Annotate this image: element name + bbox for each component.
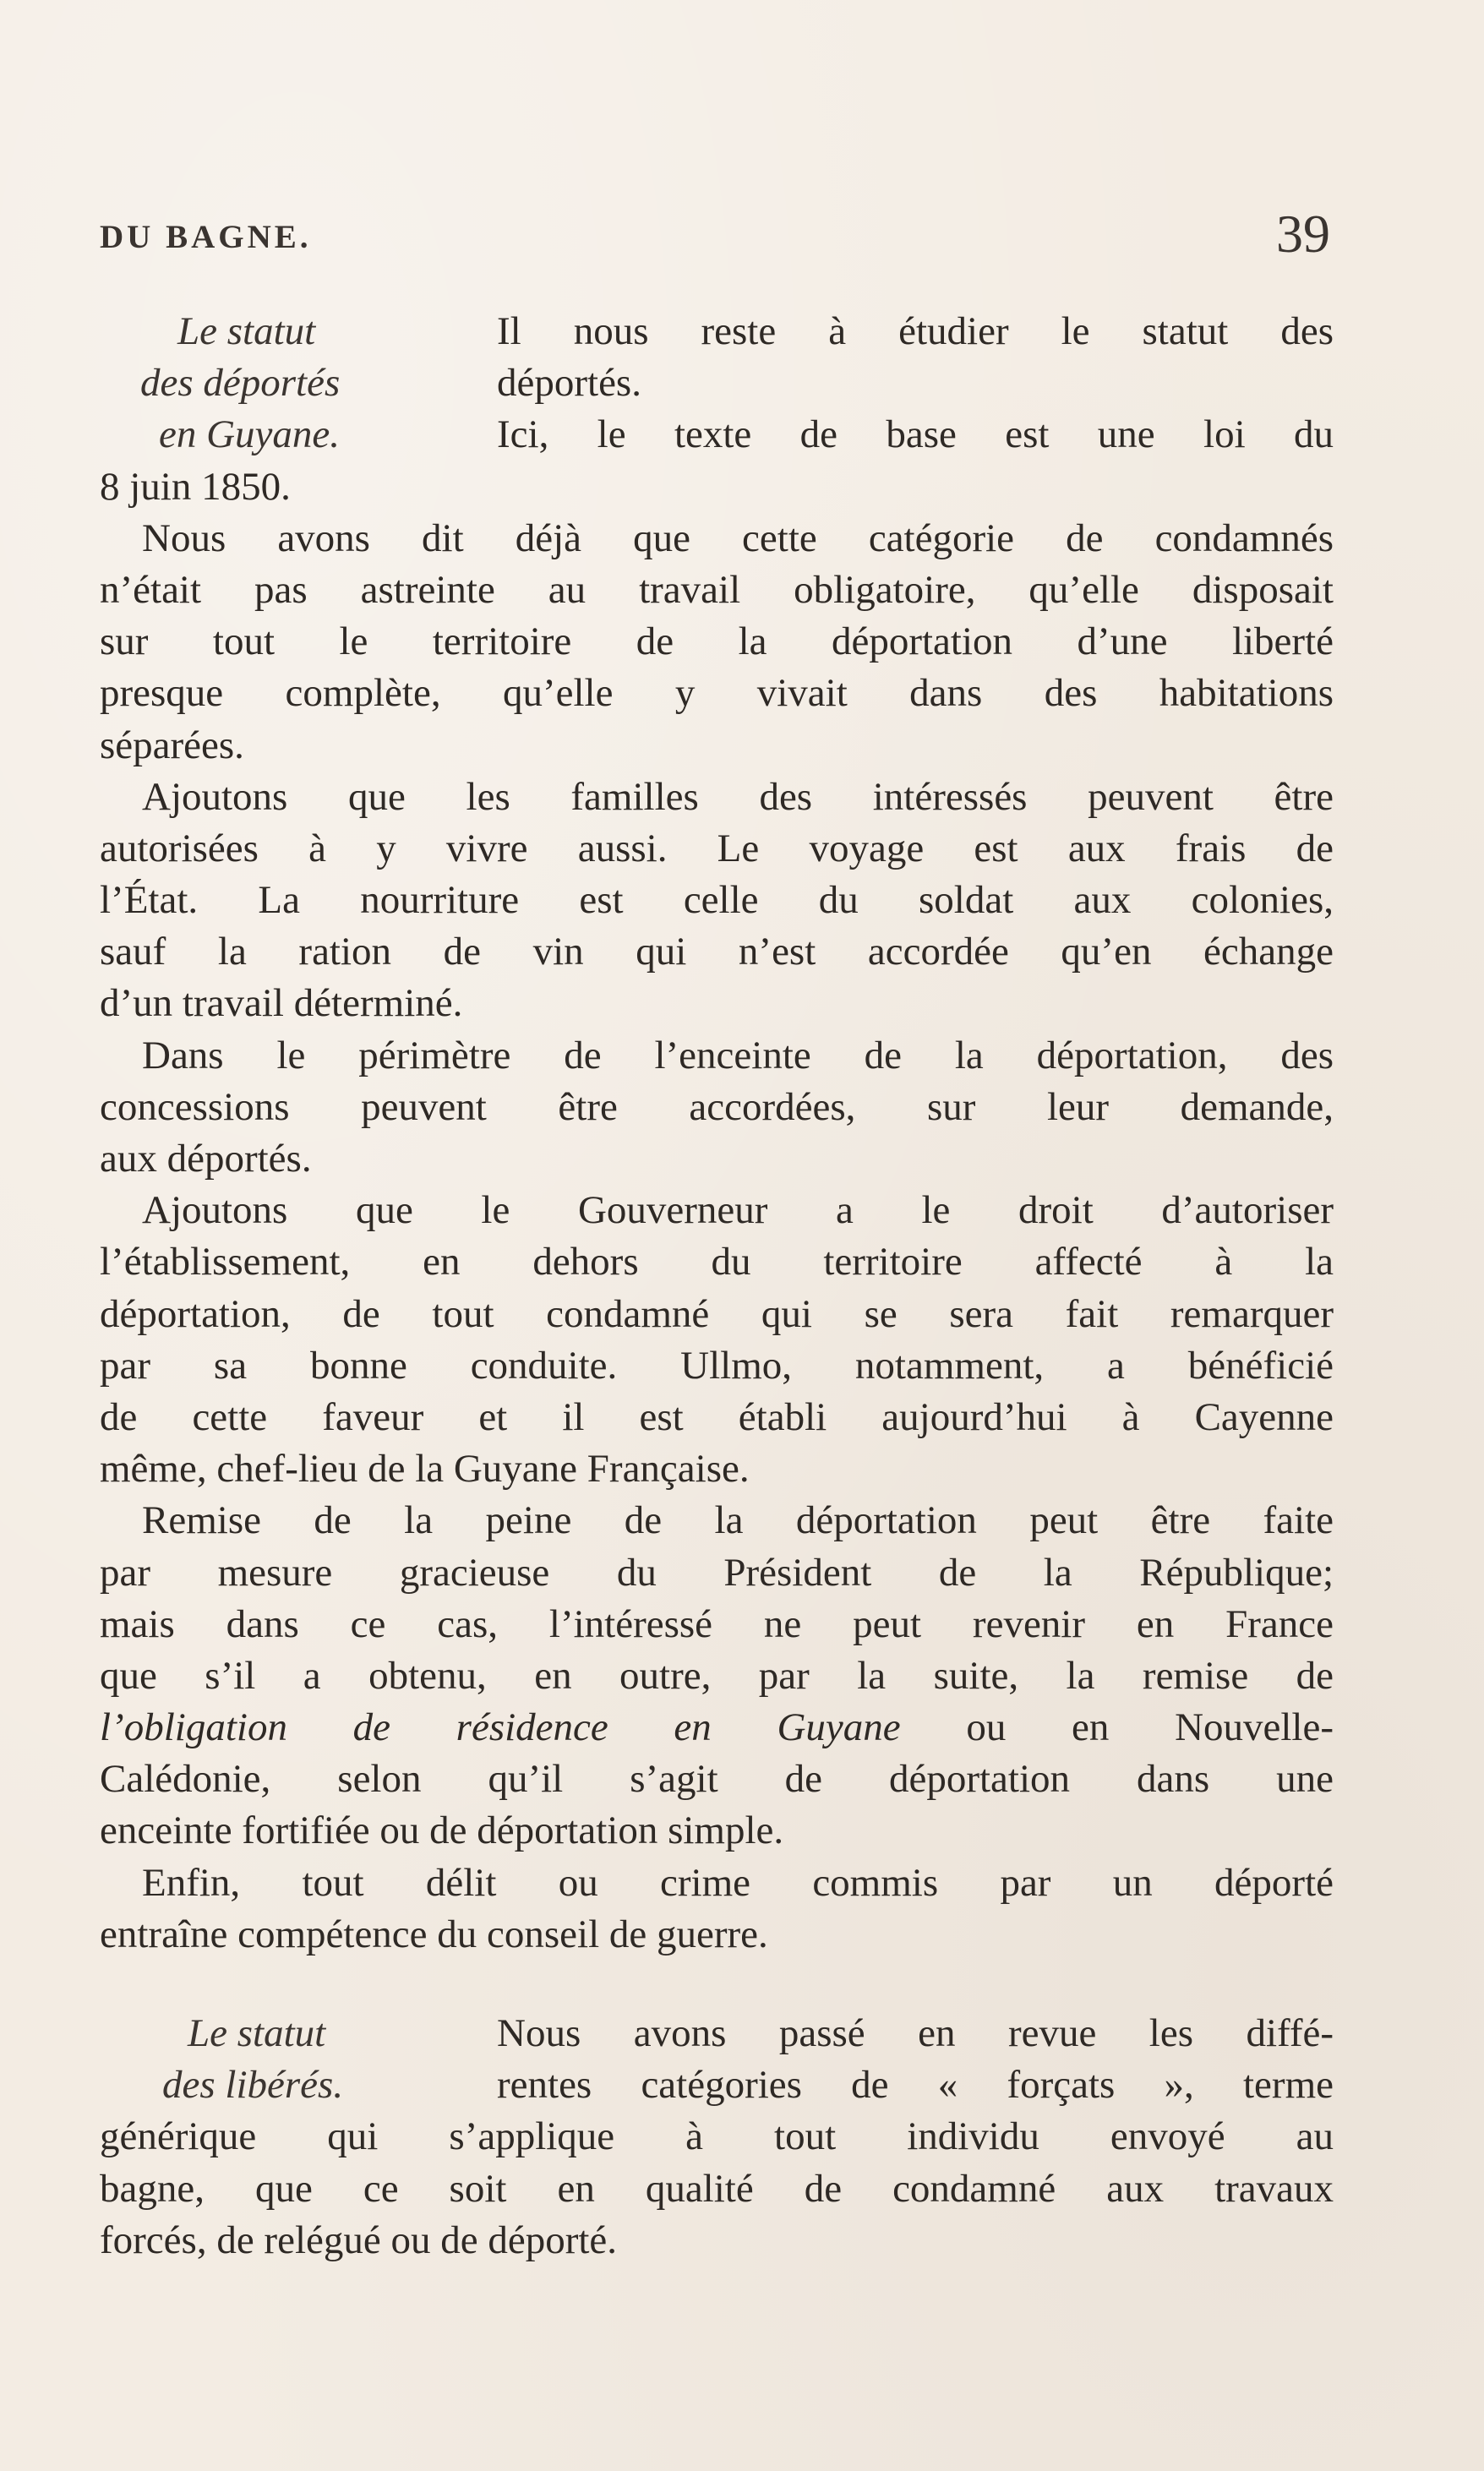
text-line: aux déportés. xyxy=(100,1137,312,1181)
text-line: de cette faveur et il est établi aujourd’hui à Cayenne xyxy=(100,1394,1334,1439)
text-line: rentes catégories de « forçats », terme xyxy=(497,2063,1334,2108)
text-line: l’État. La nourriture est celle du soldat aux colonies, xyxy=(100,878,1334,923)
text-line: sauf la ration de vin qui n’est accordée qu’en échange xyxy=(100,930,1334,974)
text-line: que s’il a obtenu, en outre, par la suite, la remise de xyxy=(100,1653,1334,1698)
text-line: entraîne compétence du conseil de guerre. xyxy=(100,1912,768,1956)
italic-phrase: l’obligation de résidence en Guyane xyxy=(100,1705,901,1750)
running-title: DU BAGNE. xyxy=(100,219,312,255)
margin-note-line: des déportés xyxy=(140,361,341,405)
margin-note-line: Le statut xyxy=(188,2011,326,2055)
text-line: Enfin, tout délit ou crime commis par un déporté xyxy=(142,1860,1334,1905)
text-line: presque complète, qu’elle y vivait dans des habitations xyxy=(100,671,1334,716)
text-line: par sa bonne conduite. Ullmo, notamment, a bénéficié xyxy=(100,1343,1334,1388)
text-fragment: ou en Nouvelle- xyxy=(900,1705,1334,1750)
text-line: par mesure gracieuse du Président de la République; xyxy=(100,1550,1334,1595)
text-line: l’établissement, en dehors du territoire affecté à la xyxy=(100,1240,1334,1285)
text-line: bagne, que ce soit en qualité de condamné aux travaux xyxy=(100,2166,1334,2211)
section-deportes-text xyxy=(100,306,1334,1961)
text-line: générique qui s’applique à tout individu envoyé au xyxy=(100,2114,1334,2159)
text-line: Remise de la peine de la déportation peut être faite xyxy=(142,1498,1334,1543)
text-line: Ajoutons que le Gouverneur a le droit d’autoriser xyxy=(142,1188,1334,1233)
text-line: concessions peuvent être accordées, sur leur demande, xyxy=(100,1084,1334,1129)
text-line: 8 juin 1850. xyxy=(100,464,291,509)
text-line-with-italic xyxy=(100,1702,1334,1754)
text-line: Nous avons passé en revue les diffé- xyxy=(497,2011,1334,2055)
text-line: déportation, de tout condamné qui se sera fait remarquer xyxy=(100,1291,1334,1336)
text-line: Il nous reste à étudier le statut des xyxy=(497,309,1334,353)
text-line: séparées. xyxy=(100,723,244,767)
text-line: enceinte fortifiée ou de déportation simple. xyxy=(100,1808,784,1853)
page-number: 39 xyxy=(1276,204,1330,264)
text-line: Calédonie, selon qu’il s’agit de déportation dans une xyxy=(100,1757,1334,1802)
section-liberes-text xyxy=(100,2008,1334,2266)
text-line: Ici, le texte de base est une loi du xyxy=(497,412,1334,457)
margin-note-line: en Guyane. xyxy=(159,412,341,456)
text-line: Ajoutons que les familles des intéressés peuvent être xyxy=(142,774,1334,819)
text-line: mais dans ce cas, l’intéressé ne peut revenir en France xyxy=(100,1601,1334,1646)
text-line: n’était pas astreinte au travail obligatoire, qu’elle disposait xyxy=(100,567,1334,612)
text-line: forcés, de relégué ou de déporté. xyxy=(100,2217,618,2262)
text-line: Nous avons dit déjà que cette catégorie de condamnés xyxy=(142,515,1334,560)
text-line: même, chef-lieu de la Guyane Française. xyxy=(100,1447,750,1492)
text-line: déportés. xyxy=(497,361,641,406)
text-line: sur tout le territoire de la déportation d’une liberté xyxy=(100,619,1334,664)
text-line: d’un travail déterminé. xyxy=(100,981,463,1026)
margin-note-line: Le statut xyxy=(177,309,316,353)
text-line: Dans le périmètre de l’enceinte de la déportation, des xyxy=(142,1033,1334,1077)
text-line: autorisées à y vivre aussi. Le voyage est aux frais de xyxy=(100,826,1334,870)
margin-note-line: des libérés. xyxy=(162,2063,344,2107)
